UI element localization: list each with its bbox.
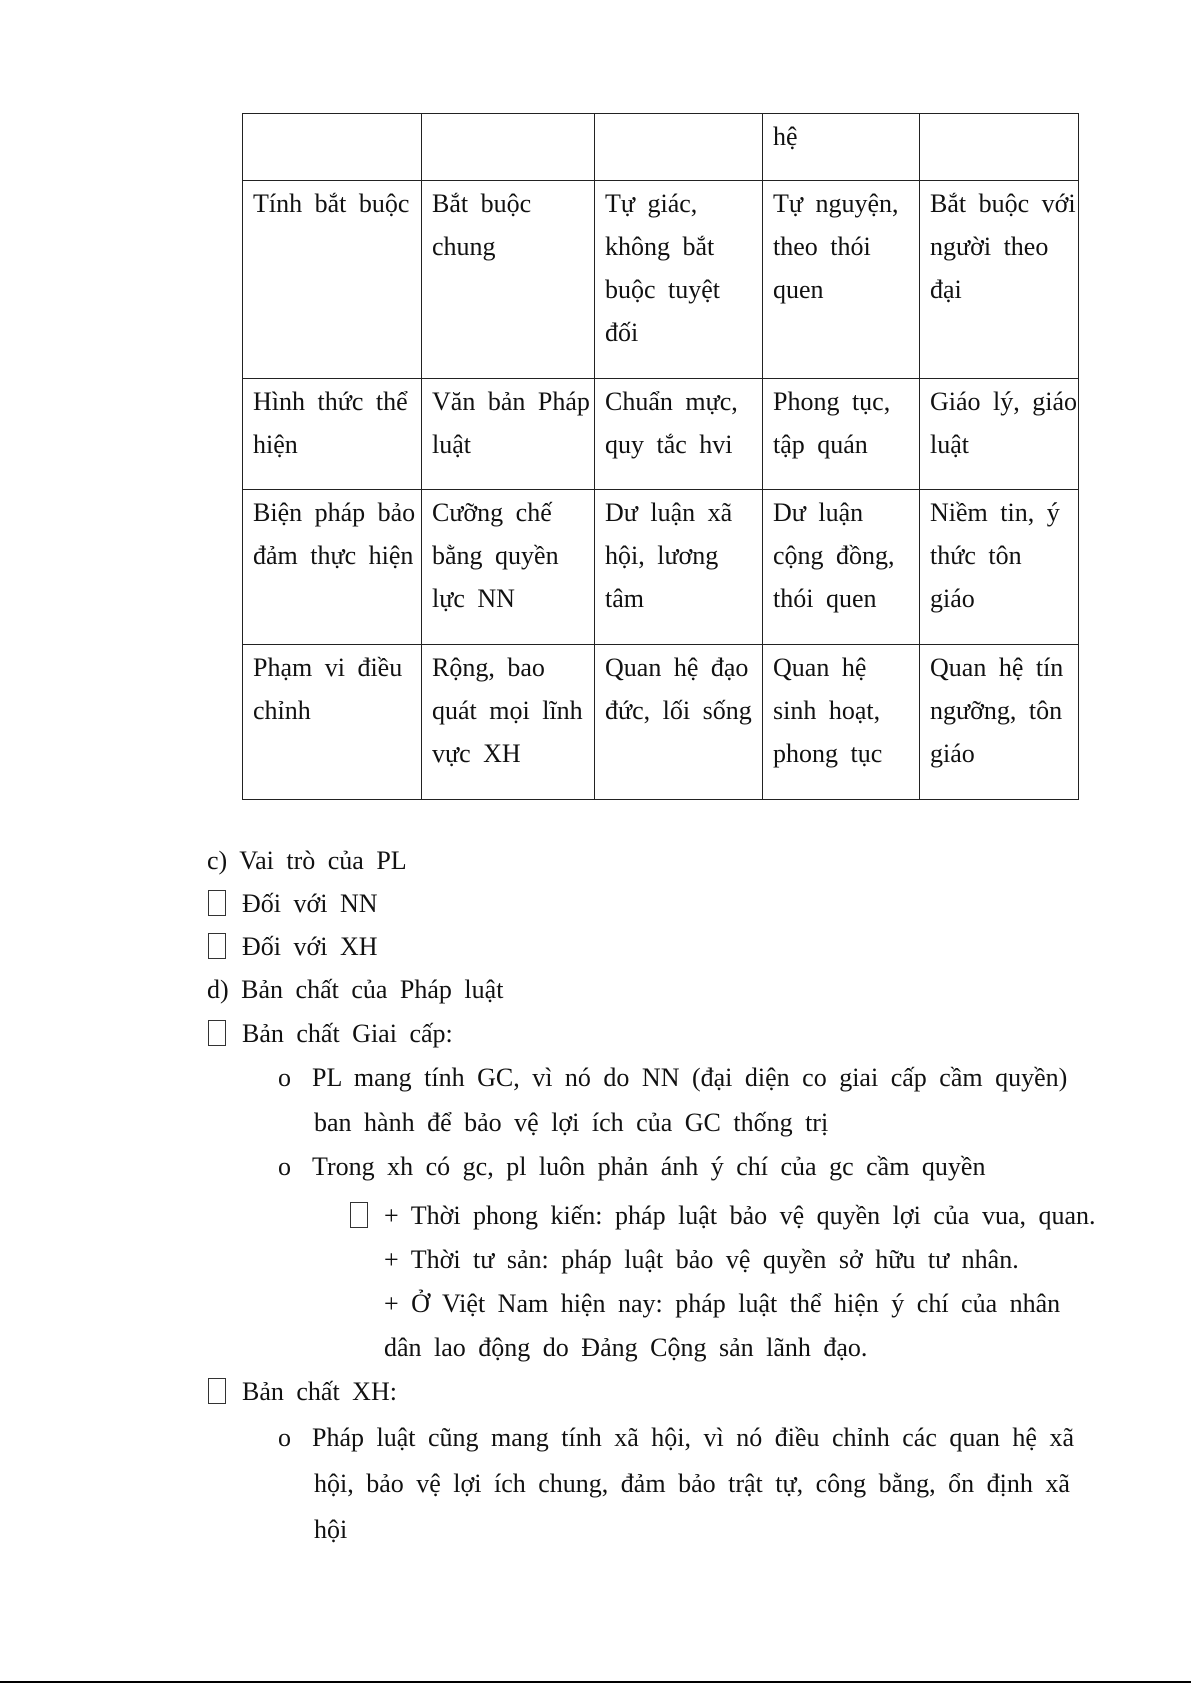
table-cell: Giáo lý, giáo luật <box>920 379 1079 490</box>
table-row <box>243 379 1079 490</box>
table-cell: Bắt buộc chung <box>422 181 595 379</box>
table-cell: Phạm vi điều chỉnh <box>243 645 422 800</box>
paragraph-line: hội <box>314 1515 348 1544</box>
table-cell: Quan hệ đạo đức, lối sống <box>595 645 763 800</box>
table-cell: Tự giác, không bắt buộc tuyệt đối <box>595 181 763 379</box>
o-bullet: o <box>278 1152 291 1181</box>
table-cell: Bắt buộc với người theo đại <box>920 181 1079 379</box>
example-line: dân lao động do Đảng Cộng sản lãnh đạo. <box>384 1333 868 1362</box>
section-c-heading: c) Vai trò của PL <box>207 846 407 875</box>
square-bullet-icon <box>208 890 226 916</box>
table-cell: Niềm tin, ý thức tôn giáo <box>920 490 1079 645</box>
list-item: Đối với NN <box>242 889 378 918</box>
subheading-social-nature: Bản chất XH: <box>242 1377 397 1406</box>
table-cell: Hình thức thể hiện <box>243 379 422 490</box>
example-line: + Thời phong kiến: pháp luật bảo vệ quyền lợi của vua, quan. <box>384 1201 1096 1230</box>
bottom-divider <box>0 1681 1191 1683</box>
table-cell: Tính bắt buộc <box>243 181 422 379</box>
paragraph-line: Trong xh có gc, pl luôn phản ánh ý chí của gc cầm quyền <box>312 1152 986 1181</box>
table-row <box>243 181 1079 379</box>
o-bullet: o <box>278 1423 291 1452</box>
o-bullet: o <box>278 1063 291 1092</box>
table-row <box>243 645 1079 800</box>
table-cell: Quan hệ tín ngưỡng, tôn giáo <box>920 645 1079 800</box>
paragraph-line: hội, bảo vệ lợi ích chung, đảm bảo trật tự, công bằng, ổn định xã <box>314 1469 1070 1498</box>
table-cell: Rộng, bao quát mọi lĩnh vực XH <box>422 645 595 800</box>
table-cell: hệ <box>763 114 920 181</box>
table-cell: Phong tục, tập quán <box>763 379 920 490</box>
section-d-heading: d) Bản chất của Pháp luật <box>207 975 504 1004</box>
table-cell: Biện pháp bảo đảm thực hiện <box>243 490 422 645</box>
list-item: Đối với XH <box>242 932 378 961</box>
square-bullet-icon <box>208 1020 226 1046</box>
square-bullet-icon <box>208 1378 226 1404</box>
table-cell: Quan hệ sinh hoạt, phong tục <box>763 645 920 800</box>
square-bullet-icon <box>350 1202 368 1228</box>
paragraph-line: ban hành để bảo vệ lợi ích của GC thống trị <box>314 1108 829 1137</box>
comparison-table <box>242 113 1079 800</box>
table-cell <box>920 114 1079 181</box>
subheading-class-nature: Bản chất Giai cấp: <box>242 1019 453 1048</box>
table-cell: Dư luận cộng đồng, thói quen <box>763 490 920 645</box>
table-cell <box>595 114 763 181</box>
table-cell <box>422 114 595 181</box>
example-line: + Thời tư sản: pháp luật bảo vệ quyền sở hữu tư nhân. <box>384 1245 1019 1274</box>
table-cell: Văn bản Pháp luật <box>422 379 595 490</box>
table-row <box>243 490 1079 645</box>
paragraph-line: Pháp luật cũng mang tính xã hội, vì nó điều chỉnh các quan hệ xã <box>312 1423 1074 1452</box>
square-bullet-icon <box>208 933 226 959</box>
example-line: + Ở Việt Nam hiện nay: pháp luật thể hiện ý chí của nhân <box>384 1289 1061 1318</box>
paragraph-line: PL mang tính GC, vì nó do NN (đại diện co giai cấp cầm quyền) <box>312 1063 1068 1092</box>
table-cell: Cưỡng chế bằng quyền lực NN <box>422 490 595 645</box>
table-cell: Dư luận xã hội, lương tâm <box>595 490 763 645</box>
table-cell <box>243 114 422 181</box>
table-cell: Tự nguyện, theo thói quen <box>763 181 920 379</box>
table-row <box>243 114 1079 181</box>
table-cell: Chuẩn mực, quy tắc hvi <box>595 379 763 490</box>
